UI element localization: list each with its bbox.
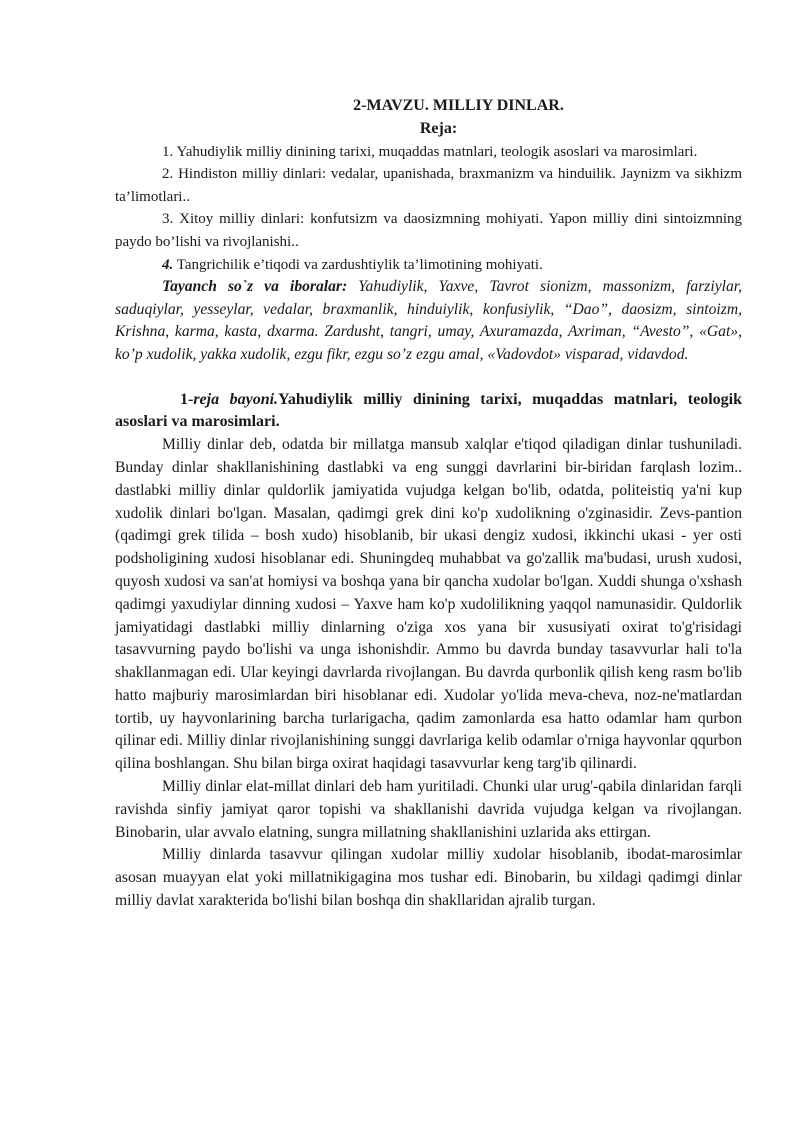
section-heading — [115, 389, 742, 435]
keywords-label: Tayanch so`z va iboralar: — [162, 278, 348, 296]
body-paragraph: Milliy dinlarda tasavvur qilingan xudolar milliy xudolar hisoblanib, ibodat-marosimlar asosan muayyan elat yoki millatnikigagina mos tushar edi. Binobarin, bu xildagi qadimgi dinlar milliy davlat xarakterida bo'lishi bilan boshqa din shakllaridan ajralib turgan. — [115, 846, 742, 910]
document-page — [115, 95, 742, 913]
section-heading-text: Yahudiylik milliy dinining tarixi, muqaddas matnlari, teologik asoslari va marosimlari. — [115, 390, 743, 431]
keywords-paragraph — [115, 276, 742, 366]
plan-item-text: Tangrichilik e’tiqodi va zardushtiylik ta’limotining mohiyati. — [173, 256, 543, 273]
plan-item-text: Xitoy milliy dinlari: konfutsizm va daosizmning mohiyati. Yapon milliy dini sintoizmning paydo bo’lishi va rivojlanishi.. — [115, 211, 742, 250]
plan-item-number: 2. — [162, 166, 174, 183]
body-paragraph: Milliy dinlar elat-millat dinlari deb ham yuritiladi. Chunki ular urug'-qabila dinlaridan farqli ravishda sinfiy jamiyat qaror topishi va shakllanishi davrida vujudga kelgan va rivojlangan. Binobarin, ular avvalo elatning, sungra millatning shakllanishini uzlarida aks ettirgan. — [115, 778, 742, 841]
spacer — [115, 367, 742, 389]
plan-item-number: 3. — [162, 211, 174, 228]
page-title: 2-MAVZU. MILLIY DINLAR. — [353, 97, 564, 114]
plan-item-text: Yahudiylik milliy dinining tarixi, muqaddas matnlari, teologik asoslari va marosimlari. — [173, 143, 698, 160]
plan-item-number: 4. — [162, 256, 174, 273]
plan-item-text: Hindiston milliy dinlari: vedalar, upanishada, braxmanizm va hinduilik. Jaynizm va sikhizm ta’limotlari.. — [115, 166, 742, 205]
plan-item — [115, 141, 742, 164]
plan-item — [115, 254, 742, 277]
plan-heading: Reja: — [419, 119, 458, 137]
plan-list — [115, 141, 742, 277]
plan-item — [115, 208, 742, 253]
plan-item-number: 1. — [162, 143, 174, 160]
section-prefix-number: 1- — [180, 390, 194, 408]
plan-item — [115, 163, 742, 208]
keywords-text: Yahudiylik, Yaxve, Tavrot sionizm, massonizm, farziylar, saduqiylar, yesseylar, vedalar, braxmanlik, hinduiylik, konfusiylik, “Dao”, daosizm, sintoizm, Krishna, karma, kasta, dxarma. Zardusht, tangri, umay, Axuramazda, Axriman, “Avesto”, «Gat», ko’p xudolik, yakka xudolik, ezgu fikr, ezgu so’z ezgu amal, «Vadovdot» visparad, vidavdod. — [115, 278, 742, 363]
body-paragraph: Milliy dinlar deb, odatda bir millatga mansub xalqlar e'tiqod qiladigan dinlar tushuniladi. Bunday dinlar shakllanishining dastlabki va eng sunggi davrlarini bir-biridan farqlash lozim.. dastlabki milliy dinlar quldorlik jamiyatida vujudga kelgan bo'lib, odatda, politeistiq ya'ni kup xudolik dinlari bo'lgan. Masalan, qadimgi grek dini ko'p xudolikning o'zginasidir. Zevs-pantion (qadimgi grek tilida – bosh xudo) hisoblanib, bir ukasi dengiz xudosi, ikkinchi ukasi - yer osti podsholigining xudosi hisoblanar edi. Shuningdeq muhabbat va go'zallik ma'budasi, urush xudosi, quyosh xudosi va san'at homiysi va boshqa yana bir qancha xudolar bo'lgan. Xuddi shunga o'xshash qadimgi yaxudiylar dinning xudosi – Yaxve ham ko'p xudolilikning yaqqol namunasidir. Quldorlik jamiyatidagi dastlabki milliy dinlarning o'ziga xos yana bir xususiyati oxirat to'g'risidagi tasavvurning paydo bo'lishi va unga ishonishdir. Ammo bu davrda bunday tasavvurlar hali to'la shakllanmagan edi. Ular keyingi davrlarda rivojlangan. Bu davrda qurbonlik qilish keng rasm bo'lib hatto majburiy marosimlardan biri hisoblanar edi. Xudolar yo'lida meva-cheva, noz-ne'matlardan tortib, uy hayvonlarining barcha turlarigacha, qadim zamonlarda esa hatto odamlar ham qurbon qilinar edi. Milliy dinlar rivojlanishining sunggi davrlariga kelib odamlar o'rniga hayvonlar qqurbon qilina boshlangan. Shu bilan birga oxirat haqidagi tasavvurlar keng targ'ib qilinardi. — [115, 436, 742, 773]
section-prefix-label: reja bayoni. — [193, 390, 279, 408]
